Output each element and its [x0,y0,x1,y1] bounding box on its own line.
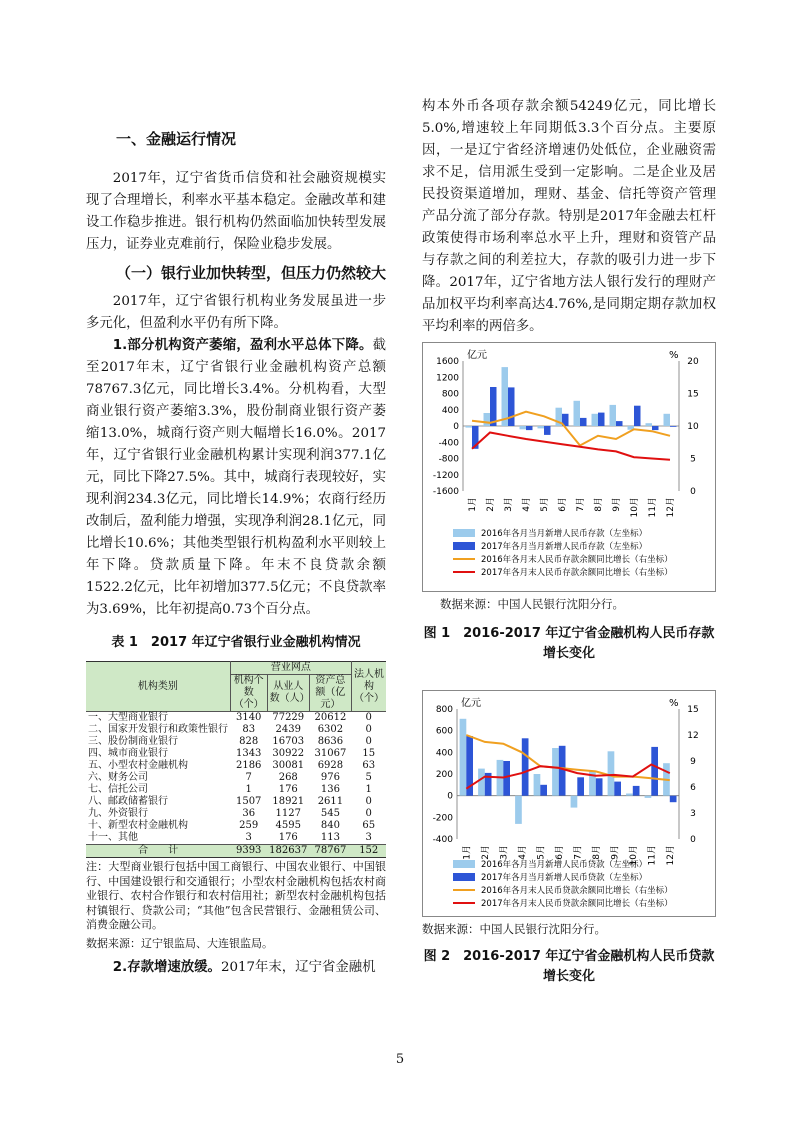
cell-assets: 113 [320,832,340,843]
cell-staff: 4595 [275,820,301,831]
y-tick-label: -400 [438,438,459,449]
legend-swatch [453,873,475,881]
cell-assets: 136 [320,784,340,795]
total-legal: 152 [351,845,386,858]
bar [538,426,545,428]
y-tick-label: 1600 [436,357,459,367]
x-tick-label: 9月 [612,497,622,512]
table-row [86,820,386,832]
cell-name: 三、股份制商业银行 [88,736,178,747]
bar [596,778,603,795]
y-tick-label: -400 [432,835,453,845]
bar [574,401,581,426]
y2-axis-label: % [669,698,679,709]
figure-1-caption: 图 1 2016-2017 年辽宁省金融机构人民币存款增长变化 [423,626,715,661]
legend-label: 2017年各月当月新增人民币贷款（左坐标） [481,873,648,883]
total-count: 9393 [230,845,267,858]
table-row [86,712,386,725]
cell-staff: 268 [278,772,298,783]
legend-swatch [453,542,475,550]
cell-count: 2186 [235,760,262,771]
paragraph-2-continued: 构本外币各项存款余额54249亿元，同比增长5.0%,增速较上年同期低3.3个百分点。主要原因，一是辽宁省经济增速仍处低位，企业融资需求不足，信用派生受到一定影响。二是企业及居民投资渠道增加，理财、基金、信托等资产管理产品分流了部分存款。特别是2017年金融去杠杆政策使得市场利率总水平上升，理财和资管产品与存款之间的利差拉大，存款的吸引力进一步下降。2017年，辽宁省地方法人银行发行的理财产品加权平均利率高达4.76%,是同期定期存款加权平均利率的两倍多。 [422,99,716,334]
paragraph-2-text-a: 2017年末，辽宁省金融机 [220,960,376,975]
figure-1-source: 数据来源：中国人民银行沈阳分行。 [440,597,624,611]
right-column [422,96,716,338]
y2-tick-label: 12 [687,731,699,741]
subsection-intro: 2017年，辽宁省银行机构业务发展虽进一步多元化，但盈利水平仍有所下降。 [86,294,386,331]
cell-name: 六、财务公司 [88,772,148,783]
cell-assets: 31067 [314,748,347,759]
y-tick-label: 0 [447,791,453,802]
y2-tick-label: 5 [690,454,696,465]
bar [616,421,623,426]
y2-tick-label: 0 [690,835,696,845]
cell-assets: 8636 [317,736,344,747]
bar [670,426,677,427]
bar [502,367,509,426]
table-row-total [86,845,386,858]
bar [526,426,533,430]
cell-staff: 176 [278,832,298,843]
bar [515,796,522,824]
cell-name: 十一、其他 [88,832,138,843]
total-staff: 182637 [269,845,308,856]
cell-assets: 545 [320,808,340,819]
cell-count: 36 [242,808,256,819]
legend-label: 2016年各月当月新增人民币贷款（左坐标） [481,860,648,870]
legend-label: 2016年各月当月新增人民币存款（左坐标） [481,529,648,539]
bar [484,413,491,426]
x-tick-label: 11月 [647,845,658,866]
cell-legal: 1 [365,784,372,795]
x-tick-label: 8月 [594,497,604,512]
bar [645,796,652,798]
bar [670,796,677,803]
cell-count: 3 [245,832,252,843]
x-tick-label: 12月 [666,497,676,518]
table-row [86,760,386,772]
section-title: 一、金融运行情况 [116,130,237,148]
th-staff: 从业人数（人） [267,675,309,712]
bar [552,748,559,796]
left-column [86,128,386,979]
x-tick-label: 1月 [468,497,478,512]
x-tick-label: 4月 [522,497,532,512]
cell-name: 一、大型商业银行 [88,712,168,723]
bar [646,423,653,426]
y2-tick-label: 3 [690,809,696,819]
table-row [86,832,386,845]
table1-body [86,712,386,845]
cell-name: 七、信托公司 [88,784,148,795]
cell-staff: 16703 [272,736,305,747]
cell-staff: 30081 [272,760,305,771]
table1-note: 注：大型商业银行包括中国工商银行、中国农业银行、中国银行、中国建设银行和交通银行；小型农村金融机构包括农村商业银行、农村合作银行和农村信用社；新型农村金融机构包括村镇银行、贷款公司；“其他”包含民营银行、金融租赁公司、消费金融公司。 [86,860,386,931]
x-tick-label: 3月 [499,845,510,860]
y2-axis-label: % [669,350,679,361]
cell-legal: 0 [365,796,372,807]
bar [478,769,485,796]
cell-name: 二、国家开发银行和政策性银行 [88,724,228,735]
table-row [86,808,386,820]
y-tick-label: -800 [438,454,459,465]
figure-1 [422,342,716,592]
bar [608,751,615,795]
legend-swatch [453,860,475,868]
cell-assets: 840 [320,820,340,831]
x-tick-label: 7月 [573,845,584,860]
cell-legal: 5 [365,772,372,783]
cell-name: 八、邮政储蓄银行 [88,796,168,807]
bar [544,426,551,435]
paragraph-2-start [86,957,386,979]
y-tick-label: -1600 [432,487,459,497]
legend-label: 2017年各月当月新增人民币存款（左坐标） [481,542,648,552]
cell-assets: 6928 [317,760,344,771]
cell-assets: 6302 [317,724,344,735]
subsection-title: （一）银行业加快转型，但压力仍然较大 [116,264,387,282]
cell-legal: 3 [365,832,372,843]
paragraph-1-text: 截至2017年末，辽宁省银行业金融机构资产总额78767.3亿元，同比增长3.4%。分机构看，大型商业银行资产萎缩3.3%，股份制商业银行资产萎缩13.0%，城商行资产则大幅增长16.0%。2017年，辽宁省银行业金融机构累计实现利润377.1亿元，同比下降27.5%。其中，城商行表现较好，实现利润234.3亿元，同比增长14.9%；农商行经历改制后，盈利能力增强，实现净利润28.1亿元，同比增长10.6%；其他类型银行机构盈利水平则较上年下降。贷款质量下降。年末不良贷款余额1522.2亿元，比年初增加377.5亿元；不良贷款率为3.69%，比年初提高0.73个百分点。 [86,338,386,617]
y-axis-label: 亿元 [467,350,487,361]
th-type: 机构类别 [86,662,230,712]
table1 [86,661,386,858]
bar [577,777,584,795]
deposit-chart [423,343,715,591]
figure-2 [422,690,716,917]
table1-caption: 表 1 2017 年辽宁省银行业金融机构情况 [111,635,361,650]
bar [614,782,621,796]
cell-count: 7 [245,772,252,783]
cell-legal: 63 [362,760,376,771]
figure-2-caption: 图 2 2016-2017 年辽宁省金融机构人民币贷款增长变化 [423,949,715,984]
cell-count: 259 [239,820,259,831]
x-tick-label: 7月 [576,497,586,512]
cell-staff: 176 [278,784,298,795]
cell-staff: 77229 [272,712,305,723]
bar [652,426,659,430]
cell-assets: 2611 [317,796,344,807]
y-tick-label: -1200 [432,470,459,481]
cell-count: 1 [245,784,252,795]
cell-name: 四、城市商业银行 [88,748,168,759]
legend-label: 2017年各月末人民币贷款余额同比增长（右坐标） [481,899,673,909]
cell-name: 十、新型农村金融机构 [88,820,188,831]
legend-label: 2016年各月末人民币存款余额同比增长（右坐标） [481,555,673,565]
bar [633,786,640,796]
cell-staff: 2439 [275,724,301,735]
series-line [472,433,670,460]
x-tick-label: 6月 [558,497,568,512]
y-tick-label: 400 [435,748,453,759]
cell-legal: 0 [365,724,372,735]
bar [651,747,658,796]
table-row [86,784,386,796]
y2-tick-label: 15 [687,389,699,400]
x-tick-label: 6月 [554,845,565,860]
table-row [86,736,386,748]
cell-legal: 0 [365,736,372,747]
y2-tick-label: 10 [687,422,699,432]
legend-label: 2017年各月末人民币存款余额同比增长（右坐标） [481,568,673,578]
table-row [86,724,386,736]
bar [580,418,587,426]
y-tick-label: 1200 [436,373,459,384]
x-tick-label: 2月 [486,497,496,512]
x-tick-label: 3月 [504,497,514,512]
y-tick-label: 800 [441,389,459,400]
x-tick-label: 12月 [665,845,676,866]
table1-source: 数据来源：辽宁银监局、大连银监局。 [86,936,273,950]
bar [664,414,671,426]
cell-count: 828 [239,736,259,747]
bar [610,405,617,426]
cell-assets: 20612 [314,712,347,723]
bar [522,738,529,795]
cell-count: 83 [242,724,256,735]
cell-name: 五、小型农村金融机构 [88,760,188,771]
x-tick-label: 5月 [536,845,547,860]
paragraph-1-lead: 1.部分机构资产萎缩，盈利水平总体下降。 [112,338,373,353]
legend-swatch [453,529,475,537]
table-row [86,772,386,784]
cell-legal: 0 [365,808,372,819]
bar [559,746,566,796]
y-tick-label: 800 [435,705,453,715]
cell-staff: 18921 [272,796,305,807]
y-tick-label: -200 [432,813,453,824]
bar [490,387,497,426]
cell-legal: 15 [362,748,376,759]
cell-assets: 976 [320,772,340,783]
cell-count: 3140 [235,712,262,723]
bar [460,719,467,796]
cell-staff: 30922 [272,748,305,759]
cell-count: 1343 [235,748,262,759]
total-assets: 78767 [309,845,351,858]
bar [626,794,633,796]
y-tick-label: 600 [435,726,453,737]
table-row [86,796,386,808]
y2-tick-label: 9 [690,757,696,767]
total-name: 合 计 [86,845,230,858]
bar [503,761,510,796]
paragraph-1 [86,335,386,621]
y-tick-label: 0 [453,422,459,432]
bar [520,426,527,429]
bar [634,406,641,426]
y2-tick-label: 6 [690,783,696,793]
th-assets: 资产总额（亿元） [309,675,351,712]
bar [534,774,541,796]
x-tick-label: 8月 [591,845,602,860]
y2-tick-label: 20 [687,357,699,367]
cell-name: 九、外资银行 [88,808,148,819]
x-tick-label: 11月 [648,497,658,518]
cell-legal: 65 [362,820,376,831]
y2-tick-label: 0 [690,487,696,497]
bar [598,413,605,426]
x-tick-label: 2月 [480,845,491,860]
bar [540,785,547,796]
bar [571,796,578,808]
x-tick-label: 4月 [517,845,528,860]
bar [508,387,515,426]
x-tick-label: 5月 [540,497,550,512]
cell-count: 1507 [235,796,262,807]
paragraph-2-lead: 2.存款增速放缓。 [112,960,221,975]
figure-2-source: 数据来源：中国人民银行沈阳分行。 [422,922,606,936]
y-tick-label: 400 [441,405,459,416]
x-tick-label: 9月 [610,845,621,860]
cell-staff: 1127 [275,808,301,819]
th-legal: 法人机构（个） [351,662,386,712]
legend-label: 2016年各月末人民币贷款余额同比增长（右坐标） [481,886,673,896]
table-row [86,748,386,760]
bar [592,414,599,426]
x-tick-label: 1月 [462,845,473,860]
x-tick-label: 10月 [628,845,639,866]
y-tick-label: 200 [435,770,453,780]
loan-chart [423,691,715,916]
th-group: 营业网点 [230,662,351,675]
intro-paragraph: 2017年，辽宁省货币信贷和社会融资规模实现了合理增长，利率水平基本稳定。金融改革和建设工作稳步推进。银行机构仍然面临加快转型发展压力，证券业克难前行，保险业稳步发展。 [86,171,386,252]
x-tick-label: 10月 [630,497,640,518]
y2-tick-label: 15 [687,705,699,715]
cell-legal: 0 [365,712,372,723]
th-count: 机构个数（个） [230,675,267,712]
bar [466,426,473,428]
page-number: 5 [395,1052,405,1067]
y-axis-label: 亿元 [461,698,481,709]
